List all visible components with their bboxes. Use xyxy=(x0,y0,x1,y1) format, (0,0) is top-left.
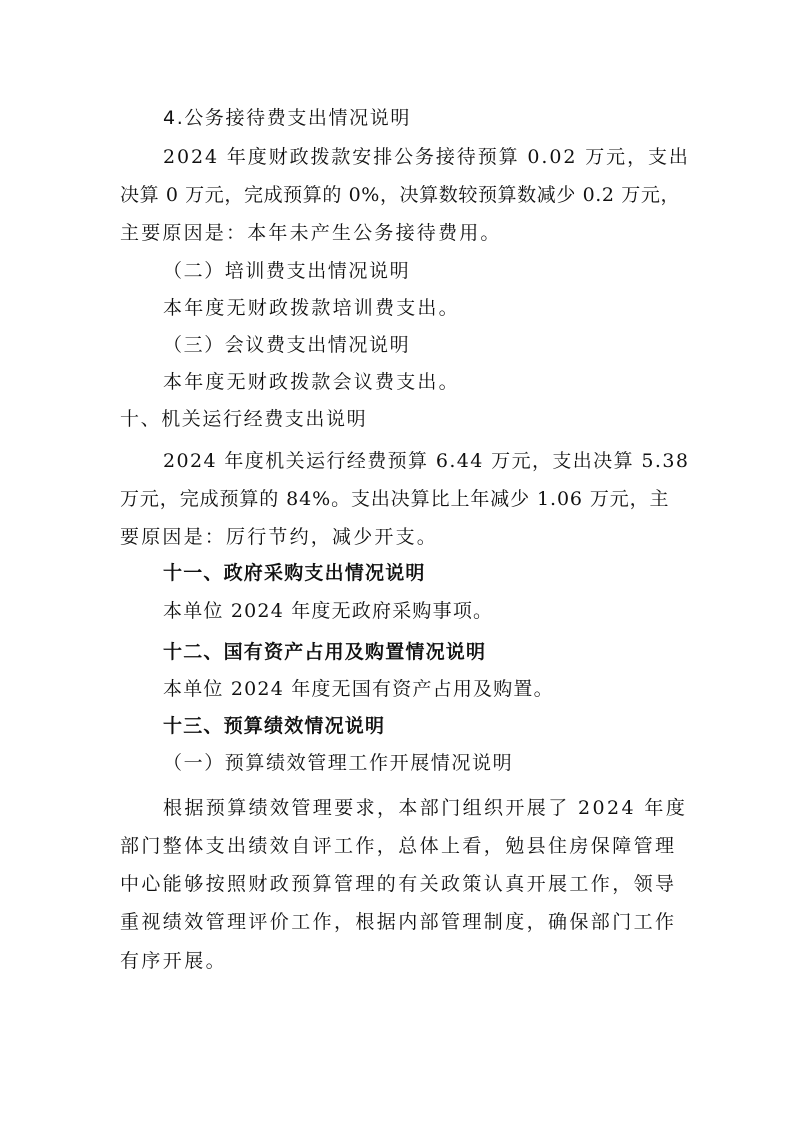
meeting-heading: （三）会议费支出情况说明 xyxy=(163,334,411,356)
paragraph-line: 根据预算绩效管理要求，本部门组织开展了 2024 年度 xyxy=(163,797,688,819)
training-text: 本年度无财政拨款培训费支出。 xyxy=(163,297,460,319)
paragraph-line: 中心能够按照财政预算管理的有关政策认真开展工作，领导 xyxy=(120,873,677,895)
paragraph-line: 有序开展。 xyxy=(120,950,228,972)
paragraph-line: 重视绩效管理评价工作，根据内部管理制度，确保部门工作 xyxy=(120,911,677,933)
section-11-text: 本单位 2024 年度无政府采购事项。 xyxy=(163,600,494,622)
section-4-heading: 4.公务接待费支出情况说明 xyxy=(163,107,411,129)
paragraph-line: 2024 年度机关运行经费预算 6.44 万元，支出决算 5.38 xyxy=(163,450,690,472)
paragraph-line: 部门整体支出绩效自评工作，总体上看，勉县住房保障管理 xyxy=(120,835,677,857)
section-12-heading: 十二、国有资产占用及购置情况说明 xyxy=(163,641,487,663)
section-10-heading: 十、机关运行经费支出说明 xyxy=(120,408,368,430)
section-13-heading: 十三、预算绩效情况说明 xyxy=(163,715,386,737)
meeting-text: 本年度无财政拨款会议费支出。 xyxy=(163,371,460,393)
paragraph-line: 要原因是：厉行节约，减少开支。 xyxy=(120,526,439,548)
paragraph-line: 主要原因是：本年未产生公务接待费用。 xyxy=(120,222,502,244)
paragraph-line: 决算 0 万元，完成预算的 0%，决算数较预算数减少 0.2 万元， xyxy=(120,184,681,206)
section-11-heading: 十一、政府采购支出情况说明 xyxy=(163,562,426,584)
paragraph-line: 万元，完成预算的 84%。支出决算比上年减少 1.06 万元，主 xyxy=(120,488,670,510)
training-heading: （二）培训费支出情况说明 xyxy=(163,260,411,282)
section-13-sub-heading: （一）预算绩效管理工作开展情况说明 xyxy=(163,752,514,774)
section-12-text: 本单位 2024 年度无国有资产占用及购置。 xyxy=(163,678,554,700)
paragraph-line: 2024 年度财政拨款安排公务接待预算 0.02 万元，支出 xyxy=(163,146,690,168)
